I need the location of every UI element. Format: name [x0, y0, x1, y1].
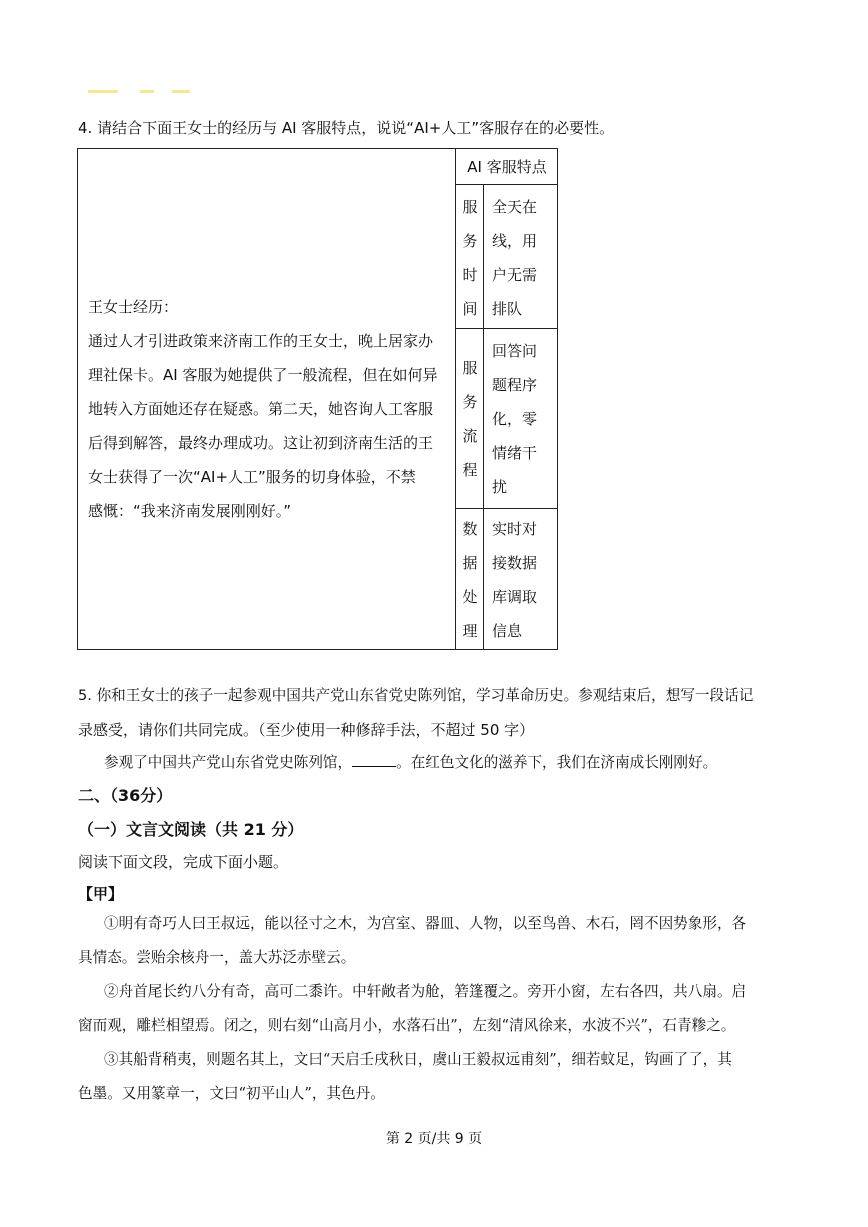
question-5-line: 录感受，请你们共同完成。（至少使用一种修辞手法，不超过 50 字） — [78, 721, 535, 739]
passage-line: 具情态。尝贻余核舟一，盖大苏泛赤壁云。 — [78, 949, 356, 966]
fill-in-sentence: 参观了中国共产党山东省党史陈列馆， 。在红色文化的滋养下，我们在济南成长刚刚好。 — [104, 754, 718, 771]
story-line: 理社保卡。AI 客服为她提供了一般流程，但在如何异 — [88, 366, 438, 384]
sub-heading: （一）文言文阅读（共 21 分） — [78, 820, 304, 839]
instruction: 阅读下面文段，完成下面小题。 — [78, 853, 289, 871]
passage-line: 窗而观，雕栏相望焉。闭之，则右刻“山高月小，水落石出”，左刻“清风徐来，水波不兴”，石青糁之。 — [78, 1017, 736, 1034]
story-line: 后得到解答，最终办理成功。这让初到济南生活的王 — [88, 434, 434, 452]
question-5-line: 5. 你和王女士的孩子一起参观中国共产党山东省党史陈列馆，学习革命历史。参观结束后，想写一段话记 — [78, 687, 754, 704]
story-line: 女士获得了一次“AI+人工”服务的切身体验，不禁 — [88, 468, 416, 486]
table-divider — [483, 184, 484, 650]
page-number: 第 2 页/共 9 页 — [385, 1131, 483, 1147]
passage-line: ①明有奇巧人曰王叔远，能以径寸之木，为宫室、器皿、人物，以至鸟兽、木石，罔不因势象形，各 — [104, 915, 747, 932]
scan-mark — [88, 90, 118, 93]
scan-mark — [172, 90, 190, 93]
passage-line: 色墨。又用篆章一，文曰“初平山人”，其色丹。 — [78, 1085, 385, 1102]
answer-blank[interactable] — [352, 752, 396, 767]
passage-line: ②舟首尾长约八分有奇，高可二黍许。中轩敞者为舱，箬篷覆之。旁开小窗，左右各四，共八扇。启 — [104, 983, 747, 1000]
story-block — [88, 290, 448, 528]
row-category: 服 务 流 程 — [462, 359, 478, 479]
table-header: AI 客服特点 — [467, 158, 547, 176]
table-divider — [455, 328, 558, 329]
row-category: 数 据 处 理 — [462, 520, 478, 640]
table-divider — [455, 508, 558, 509]
passage-line: ③其船背稍夷，则题名其上，文曰“天启壬戌秋日，虞山王毅叔远甫刻”，细若蚊足，钩画了了，其 — [104, 1051, 732, 1068]
table-divider — [455, 184, 558, 185]
question-4-prompt: 4. 请结合下面王女士的经历与 AI 客服特点，说说“AI+人工”客服存在的必要性。 — [78, 119, 615, 137]
row-feature: 全天在 线，用 户无需 排队 — [492, 198, 538, 318]
row-category: 服 务 时 间 — [462, 198, 478, 318]
row-feature: 实时对 接数据 库调取 信息 — [492, 520, 538, 640]
story-line: 感慨：“我来济南发展刚刚好。” — [88, 502, 292, 520]
table-divider — [455, 148, 456, 650]
passage-label: 【甲】 — [78, 885, 124, 903]
row-feature: 回答问 题程序 化，零 情绪干 扰 — [492, 342, 538, 496]
story-line: 地转入方面她还存在疑惑。第二天，她咨询人工客服 — [88, 400, 434, 418]
section-heading: 二、（36分） — [78, 786, 173, 805]
story-line: 通过人才引进政策来济南工作的王女士，晚上居家办 — [88, 332, 434, 350]
story-label: 王女士经历： — [88, 298, 179, 316]
scan-mark — [140, 90, 154, 93]
